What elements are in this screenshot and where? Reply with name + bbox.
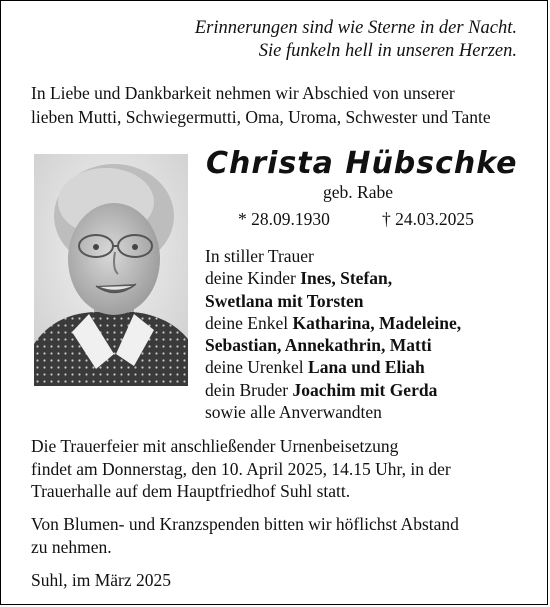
mourners-line: In stiller Trauer [205,246,314,266]
mourners-line [205,379,461,401]
mourners-line [205,312,461,334]
names: Joachim mit Gerda [292,379,438,400]
quote-line-1: Erinnerungen sind wie Sterne in der Nacht. [194,18,517,38]
relation-label: dein Bruder [205,379,293,400]
mourners-list [205,245,461,423]
birth-date: * 28.09.1930 [238,209,330,229]
flowers-line-2: zu nehmen. [31,536,112,557]
mourners-line [205,356,461,378]
names: Lana und Eliah [308,357,425,378]
names: Sebastian, Annekathrin, Matti [205,335,432,356]
death-date: † 24.03.2025 [382,209,474,229]
funeral-line-2: findet am Donnerstag, den 10. April 2025, 14.15 Uhr, in der [31,458,451,479]
names: Katharina, Madeleine, [292,312,462,333]
funeral-line-3: Trauerhalle auf dem Hauptfriedhof Suhl statt. [31,481,351,501]
relation-label: deine Enkel [205,312,293,333]
names: Swetlana mit Torsten [205,290,364,311]
portrait-illustration [34,154,188,386]
relation-label: deine Urenkel [205,357,309,378]
relation-label: deine Kinder [205,268,301,289]
mourners-line [205,267,461,289]
funeral-line-1: Die Trauerfeier mit anschließender Urnenbeisetzung [31,436,399,456]
quote-line-2: Sie funkeln hell in unseren Herzen. [258,41,517,61]
flowers-request [31,513,531,558]
names: Ines, Stefan, [300,268,393,289]
intro-line-2: lieben Mutti, Schwiegermutti, Oma, Uroma, Schwester und Tante [31,107,491,127]
maiden-name: geb. Rabe [323,182,393,202]
mourners-line: sowie alle Anverwandten [205,402,382,423]
flowers-line-1: Von Blumen- und Kranzspenden bitten wir höflichst Abstand [31,514,459,534]
deceased-name: Christa Hübschke [206,146,518,181]
portrait-photo [34,154,188,386]
intro-line-1: In Liebe und Dankbarkeit nehmen wir Abschied von unserer [31,83,455,103]
mourners-line [205,334,461,356]
memorial-quote [195,17,517,63]
intro-text [31,81,531,129]
place-and-date: Suhl, im März 2025 [31,570,171,590]
mourners-line [205,290,461,312]
funeral-details [31,435,531,503]
